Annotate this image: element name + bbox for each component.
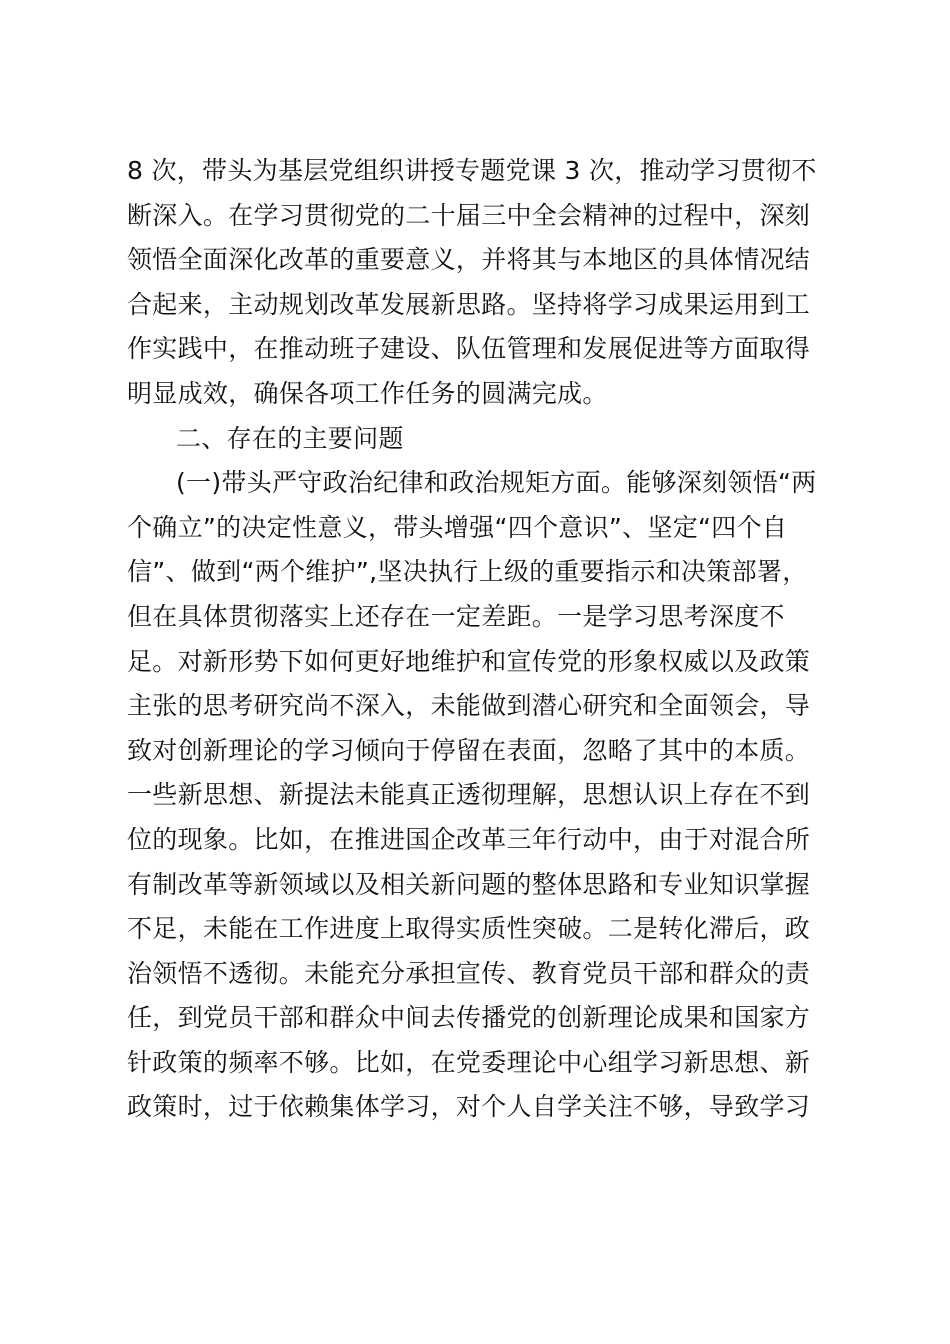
paragraph-line-11: 但在具体贯彻落实上还存在一定差距。一是学习思考深度不 [127, 601, 785, 631]
paragraph-line-10: 信”、做到“两个维护”,坚决执行上级的重要指示和决策部署， [127, 557, 808, 587]
paragraph-line-5: 作实践中，在推动班子建设、队伍管理和发展促进等方面取得 [127, 334, 811, 364]
paragraph-line-19: 治领悟不透彻。未能充分承担宣传、教育党员干部和群众的责 [127, 958, 811, 988]
document-body [127, 149, 827, 1130]
paragraph-line-16: 位的现象。比如，在推进国企改革三年行动中，由于对混合所 [127, 824, 811, 854]
paragraph-line-20: 任，到党员干部和群众中间去传播党的创新理论成果和国家方 [127, 1003, 811, 1033]
paragraph-line-9: 个确立”的决定性意义，带头增强“四个意识”、坚定“四个自 [127, 512, 788, 542]
paragraph-line-1: 8 次，带头为基层党组织讲授专题党课 3 次，推动学习贯彻不 [127, 156, 817, 185]
paragraph-line-17: 有制改革等新领域以及相关新问题的整体思路和专业知识掌握 [127, 869, 811, 899]
paragraph-line-12: 足。对新形势下如何更好地维护和宣传党的形象权威以及政策 [127, 646, 811, 676]
paragraph-line-4: 合起来，主动规划改革发展新思路。坚持将学习成果运用到工 [127, 289, 811, 319]
subsection-heading-line: (一)带头严守政治纪律和政治规矩方面。能够深刻领悟“两 [176, 468, 817, 498]
paragraph-line-21: 针政策的频率不够。比如，在党委理论中心组学习新思想、新 [127, 1047, 811, 1077]
paragraph-line-3: 领悟全面深化改革的重要意义，并将其与本地区的具体情况结 [127, 245, 811, 275]
paragraph-line-22: 政策时，过于依赖集体学习，对个人自学关注不够，导致学习 [127, 1092, 811, 1122]
paragraph-line-15: 一些新思想、新提法未能真正透彻理解，思想认识上存在不到 [127, 780, 811, 810]
paragraph-line-2: 断深入。在学习贯彻党的二十届三中全会精神的过程中，深刻 [127, 200, 811, 230]
paragraph-line-18: 不足，未能在工作进度上取得实质性突破。二是转化滞后，政 [127, 914, 811, 944]
section-heading: 二、存在的主要问题 [176, 423, 404, 453]
paragraph-line-14: 致对创新理论的学习倾向于停留在表面，忽略了其中的本质。 [127, 735, 811, 765]
paragraph-line-13: 主张的思考研究尚不深入，未能做到潜心研究和全面领会，导 [127, 691, 811, 721]
paragraph-line-6: 明显成效，确保各项工作任务的圆满完成。 [127, 378, 608, 408]
